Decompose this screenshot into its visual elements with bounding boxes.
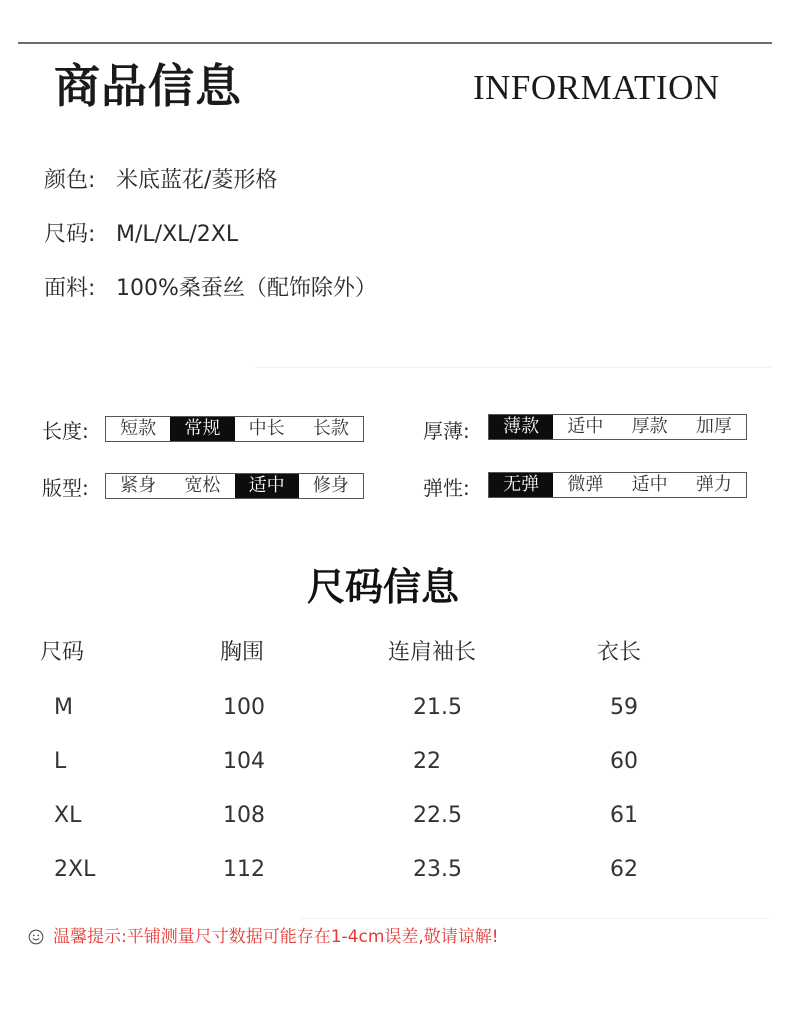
table-cell: 112	[223, 857, 265, 882]
page-title-en: INFORMATION	[473, 68, 720, 107]
table-cell: 22	[413, 749, 441, 774]
attr-option: 适中	[567, 416, 604, 437]
table-cell: 23.5	[413, 857, 462, 882]
attr-option: 中长	[248, 418, 285, 439]
attr-option: 薄款	[489, 415, 553, 439]
table-cell: 61	[610, 803, 638, 828]
notice	[28, 924, 499, 950]
attr-option: 短款	[120, 418, 157, 439]
table-cell: 21.5	[413, 695, 462, 720]
table-cell: 2XL	[54, 857, 96, 882]
table-cell: 60	[610, 749, 638, 774]
table-cell: 62	[610, 857, 638, 882]
table-cell: XL	[54, 803, 82, 828]
spec-value: 100%桑蚕丝（配饰除外）	[116, 276, 377, 301]
attr-option: 修身	[312, 475, 349, 496]
table-header-chest: 胸围	[220, 640, 265, 665]
spec-value: 米底蓝花/菱形格	[116, 168, 278, 193]
attr-option: 宽松	[184, 475, 221, 496]
table-header-sleeve: 连肩袖长	[388, 640, 477, 665]
table-cell: 22.5	[413, 803, 462, 828]
spec-color	[44, 166, 277, 196]
attr-option: 微弹	[567, 474, 604, 495]
attr-option: 长款	[312, 418, 349, 439]
spec-value: M/L/XL/2XL	[116, 222, 239, 247]
table-header-size: 尺码	[40, 640, 85, 665]
attr-options-thickness	[488, 414, 747, 440]
size-table-title: 尺码信息	[306, 565, 459, 609]
attr-option: 适中	[235, 474, 299, 498]
page-title: 商品信息	[54, 59, 242, 113]
attr-label-fit: 版型:	[42, 476, 89, 500]
attr-options-elasticity	[488, 472, 747, 498]
spec-label: 尺码:	[44, 222, 96, 247]
attr-option: 紧身	[120, 475, 157, 496]
attr-option: 适中	[631, 474, 668, 495]
footer-divider	[300, 918, 770, 919]
table-cell: 59	[610, 695, 638, 720]
attr-label-thickness: 厚薄:	[423, 419, 470, 443]
attr-option: 加厚	[695, 416, 732, 437]
attr-option: 弹力	[695, 474, 732, 495]
table-cell: L	[54, 749, 67, 774]
attr-options-fit	[105, 473, 364, 499]
spec-size	[44, 220, 238, 250]
attr-label-elasticity: 弹性:	[423, 476, 470, 500]
spec-fabric	[44, 274, 377, 304]
table-cell: 100	[223, 695, 265, 720]
section-divider	[255, 367, 771, 368]
spec-label: 面料:	[44, 276, 96, 301]
table-cell: 104	[223, 749, 265, 774]
notice-text: 温馨提示:平铺测量尺寸数据可能存在1-4cm误差,敬请谅解!	[53, 927, 499, 947]
top-divider	[18, 42, 772, 44]
smile-icon	[28, 929, 44, 945]
attr-option: 无弹	[489, 473, 553, 497]
attr-option: 常规	[170, 417, 234, 441]
attr-options-length	[105, 416, 364, 442]
spec-label: 颜色:	[44, 168, 96, 193]
table-cell: 108	[223, 803, 265, 828]
table-cell: M	[54, 695, 73, 720]
attr-option: 厚款	[631, 416, 668, 437]
attr-label-length: 长度:	[42, 419, 89, 443]
table-header-length: 衣长	[597, 640, 642, 665]
